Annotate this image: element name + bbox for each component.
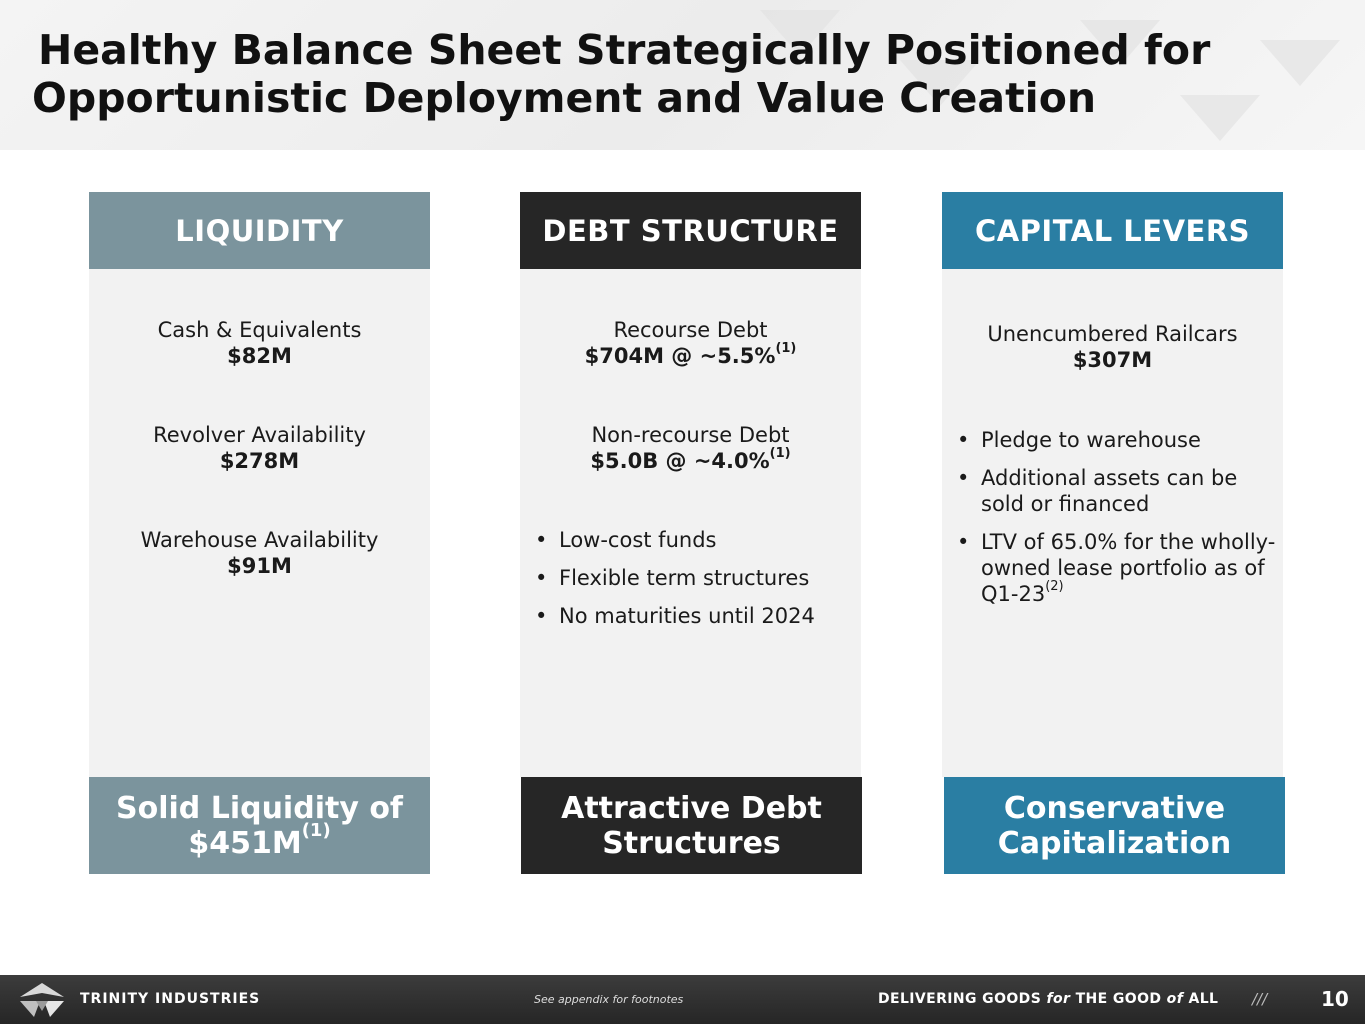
item-value: $91M xyxy=(227,554,292,578)
list-item: • Flexible term structures xyxy=(533,565,853,591)
liquidity-item-warehouse xyxy=(89,527,430,579)
list-item xyxy=(955,529,1277,607)
tagline xyxy=(878,991,1218,1007)
footer-line2-text: $451M xyxy=(188,825,302,861)
list-item-text: LTV of 65.0% for the wholly-owned lease portfolio as of Q1-23 xyxy=(981,530,1276,606)
list-item: • No maturities until 2024 xyxy=(533,603,853,629)
item-value: $307M xyxy=(1072,348,1153,372)
tagline-part: for xyxy=(1046,991,1071,1007)
list-item: • Additional assets can be sold or financed xyxy=(955,465,1277,517)
page-number: 10 xyxy=(1321,987,1349,1011)
item-label: Cash & Equivalents xyxy=(157,318,362,342)
item-value: $82M xyxy=(227,344,292,368)
footnote-marker: (1) xyxy=(769,446,791,461)
brand-name: TRINITY INDUSTRIES xyxy=(80,991,261,1007)
liquidity-header-label: LIQUIDITY xyxy=(175,213,344,248)
capital-header xyxy=(942,192,1283,269)
capital-panel xyxy=(942,269,1283,777)
item-value: $278M xyxy=(219,449,300,473)
header-banner xyxy=(0,0,1365,150)
page-title-line2: Opportunistic Deployment and Value Creation xyxy=(32,74,1097,122)
divider-slashes: /// xyxy=(1252,990,1268,1008)
footnote-marker: (1) xyxy=(301,819,331,841)
item-value-text: $704M @ ~5.5% xyxy=(584,344,776,368)
footer-line1: Conservative xyxy=(1003,790,1226,826)
page-title xyxy=(32,26,1210,122)
footer-bar xyxy=(0,975,1365,1024)
list-item: • Pledge to warehouse xyxy=(955,427,1277,453)
footnote-reference: See appendix for footnotes xyxy=(534,993,684,1006)
debt-bullet-list xyxy=(533,527,853,629)
footer-line2 xyxy=(188,819,331,861)
liquidity-item-revolver xyxy=(89,422,430,474)
footnote-marker: (1) xyxy=(775,341,797,356)
debt-header-label: DEBT STRUCTURE xyxy=(542,213,839,248)
item-label: Unencumbered Railcars xyxy=(987,322,1238,346)
capital-header-label: CAPITAL LEVERS xyxy=(974,213,1251,248)
liquidity-panel xyxy=(89,269,430,777)
footer-line2: Structures xyxy=(602,825,781,861)
liquidity-footer xyxy=(89,777,430,874)
debt-footer xyxy=(521,777,862,874)
footnote-marker: (2) xyxy=(1045,579,1064,594)
item-value-text: $5.0B @ ~4.0% xyxy=(590,449,770,473)
item-label: Revolver Availability xyxy=(153,423,366,447)
decorative-triangle xyxy=(1260,40,1340,86)
footer-line1: Attractive Debt xyxy=(561,790,822,826)
debt-item-nonrecourse xyxy=(520,422,861,474)
item-label: Warehouse Availability xyxy=(140,528,379,552)
capital-footer xyxy=(944,777,1285,874)
page-title-line1: Healthy Balance Sheet Strategically Positioned for xyxy=(38,26,1211,74)
tagline-part: ALL xyxy=(1183,991,1219,1007)
footer-line1: Solid Liquidity of xyxy=(116,790,403,826)
tagline-part: DELIVERING GOODS xyxy=(878,991,1047,1007)
trinity-logo-icon xyxy=(18,981,66,1019)
debt-item-recourse xyxy=(520,317,861,369)
item-value xyxy=(520,448,861,474)
liquidity-header xyxy=(89,192,430,269)
tagline-part: THE GOOD xyxy=(1070,991,1167,1007)
capital-item-railcars xyxy=(942,321,1283,373)
debt-panel xyxy=(520,269,861,777)
item-label: Recourse Debt xyxy=(613,318,768,342)
list-item: • Low-cost funds xyxy=(533,527,853,553)
capital-bullet-list xyxy=(955,427,1277,607)
item-value xyxy=(520,343,861,369)
debt-header xyxy=(520,192,861,269)
item-label: Non-recourse Debt xyxy=(591,423,790,447)
tagline-part: of xyxy=(1166,991,1184,1007)
liquidity-item-cash xyxy=(89,317,430,369)
footer-line2: Capitalization xyxy=(997,825,1232,861)
